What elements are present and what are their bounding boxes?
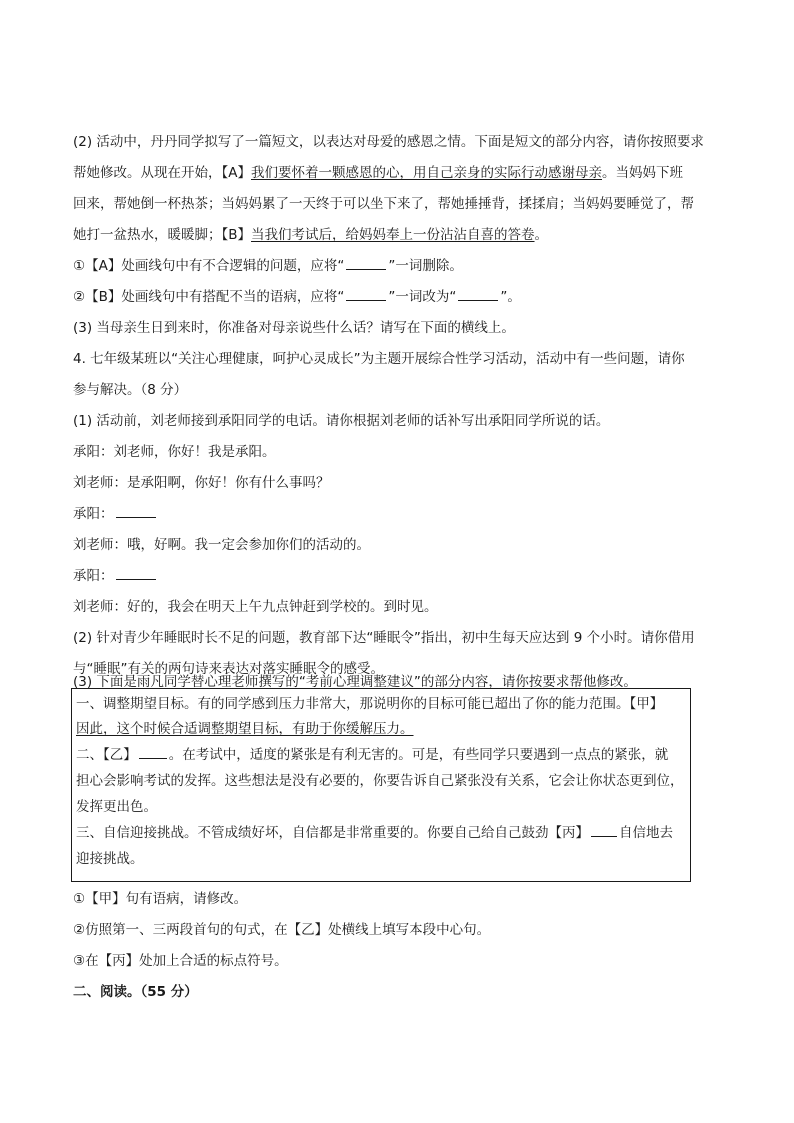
box-line-3 [76, 746, 668, 764]
q4-part3: (3) 下面是雨凡同学替心理老师撰写的“考前心理调整建议”的部分内容，请你按要求帮他修改。 [73, 674, 637, 690]
box-line3-suffix: 。在考试中，适度的紧张是有利无害的。可是，有些同学只要遇到一点点的紧张，就 [168, 747, 669, 763]
speaker-label: 承阳： [73, 506, 114, 522]
box-line3-prefix: 二、【乙】 [76, 747, 137, 763]
q4-title-line2: 参与解决。（8 分） [73, 382, 188, 398]
sub1-suffix: ”一词删除。 [388, 258, 463, 274]
q4-sub1: ①【甲】句有语病，请修改。 [73, 891, 248, 907]
underlined-sentence-a: 我们要怀着一颗感恩的心，用自己亲身的实际行动感谢母亲 [251, 165, 602, 181]
answer-blank[interactable] [139, 746, 167, 759]
box-line-7: 迎接挑战。 [76, 851, 144, 867]
box-line6-prefix: 三、自信迎接挑战。不管成绩好坏，自信都是非常重要的。你要自己给自己鼓劲【丙】 [76, 825, 589, 841]
line4-suffix: 。 [534, 227, 549, 243]
sub1-prefix: ①【A】处画线句中有不合逻辑的问题，应将“ [73, 258, 345, 274]
dialogue-line-2: 刘老师：是承阳啊，你好！你有什么事吗？ [73, 475, 330, 491]
answer-blank[interactable] [116, 567, 156, 580]
box-line-4: 担心会影响考试的发挥。这些想法是没有必要的，你要告诉自己紧张没有关系，它会让你状态更到位， [76, 773, 684, 789]
underlined-sentence-jia: 因此，这个时候合适调整期望目标，有助于你缓解压力。 [76, 721, 414, 737]
box-line-6 [76, 824, 673, 842]
q4-title-line1: 4. 七年级某班以“关注心理健康，呵护心灵成长”为主题开展综合性学习活动，活动中有一些问题，请你 [73, 351, 685, 367]
answer-blank[interactable] [346, 288, 386, 301]
q3-part2-line2 [73, 164, 733, 182]
q4-part2-line2: 与“睡眠”有关的两句诗来表达对落实睡眠令的感受。 [73, 661, 384, 677]
dialogue-line-6: 刘老师：好的，我会在明天上午九点钟赶到学校的。到时见。 [73, 599, 438, 615]
box-line-1: 一、调整期望目标。有的同学感到压力非常大，那说明你的目标可能已超出了你的能力范围。【甲】 [76, 696, 664, 712]
line4-prefix: 她打一盆热水，暖暖脚；【B】 [73, 227, 252, 243]
answer-blank[interactable] [591, 824, 617, 837]
q3-part2-line4 [73, 226, 733, 244]
line2-suffix: 。当妈妈下班 [602, 165, 683, 181]
q4-sub2: ②仿照第一、三两段首句的句式，在【乙】处横线上填写本段中心句。 [73, 922, 491, 938]
dialogue-line-5 [73, 567, 733, 585]
dialogue-line-3 [73, 505, 733, 523]
section-heading: 二、阅读。（55 分） [73, 984, 198, 1000]
box-line-5: 发挥更出色。 [76, 799, 157, 815]
underlined-sentence-b: 当我们考试后，给妈妈奉上一份沾沾自喜的答卷 [251, 227, 535, 243]
box-line6-suffix: 自信地去 [619, 825, 673, 841]
q3-part2-intro: (2) 活动中，丹丹同学拟写了一篇短文，以表达对母爱的感恩之情。下面是短文的部分内容，请你按照要求 [73, 134, 704, 150]
dialogue-line-1: 承阳：刘老师，你好！我是承阳。 [73, 444, 276, 460]
box-line-2 [76, 720, 414, 738]
answer-blank[interactable] [346, 257, 386, 270]
sub2-suffix: ”。 [500, 289, 521, 305]
q3-sub2 [73, 288, 733, 306]
line2-prefix: 帮她修改。从现在开始，【A】 [73, 165, 251, 181]
answer-blank[interactable] [116, 505, 156, 518]
sub2-middle: ”一词改为“ [388, 289, 457, 305]
q3-part2-line3: 回来，帮她倒一杯热茶；当妈妈累了一天终于可以坐下来了，帮她捶捶背，揉揉肩；当妈妈要睡觉了，帮 [73, 196, 694, 212]
q4-sub3: ③在【丙】处加上合适的标点符号。 [73, 953, 288, 969]
q3-part3: (3) 当母亲生日到来时，你准备对母亲说些什么话？请写在下面的横线上。 [73, 320, 515, 336]
dialogue-line-4: 刘老师：哦，好啊。我一定会参加你们的活动的。 [73, 537, 370, 553]
q3-sub1 [73, 257, 733, 275]
q4-part1: (1) 活动前，刘老师接到承阳同学的电话。请你根据刘老师的话补写出承阳同学所说的话。 [73, 413, 610, 429]
speaker-label: 承阳： [73, 568, 114, 584]
sub2-prefix: ②【B】处画线句中有搭配不当的语病，应将“ [73, 289, 345, 305]
answer-blank[interactable] [458, 288, 498, 301]
q4-part2-line1: (2) 针对青少年睡眠时长不足的问题，教育部下达“睡眠令”指出，初中生每天应达到 9 个小时。请你借用 [73, 630, 695, 646]
suggestion-box [71, 688, 691, 882]
